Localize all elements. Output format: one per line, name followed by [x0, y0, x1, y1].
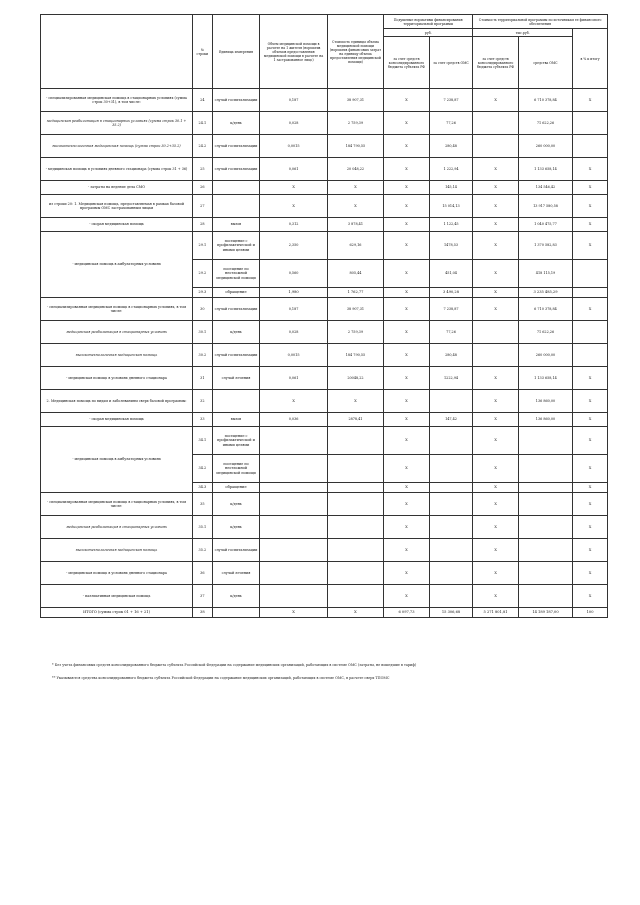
budget-cost-cell: X	[473, 455, 519, 483]
unit-cell: случай госпитализации	[212, 135, 260, 158]
percent-cell	[573, 321, 608, 344]
unit-cost-cell	[327, 562, 383, 585]
percent-cell: X	[573, 195, 608, 218]
oms-per-capita-cell	[429, 493, 472, 516]
header-percent: в % к итогу	[573, 29, 608, 89]
volume-cell: X	[260, 181, 327, 195]
total-oms-per-capita-cell: 15 306,68	[429, 608, 472, 618]
row-number: 30.2	[193, 344, 213, 367]
volume-cell: 0,061	[260, 158, 327, 181]
volume-cell: 0,028	[260, 321, 327, 344]
oms-cost-cell	[518, 516, 572, 539]
volume-cell	[260, 539, 327, 562]
oms-per-capita-cell: 1 122,45	[429, 218, 472, 232]
row-number: 27	[193, 195, 213, 218]
oms-cost-cell: 6 710 378,84	[518, 298, 572, 321]
unit-cost-cell	[327, 493, 383, 516]
oms-cost-cell: 71 622,26	[518, 112, 572, 135]
oms-per-capita-cell: 1222,94	[429, 367, 472, 390]
row-number: 35	[193, 493, 213, 516]
table-row	[41, 112, 608, 135]
row-number: 37	[193, 585, 213, 608]
budget-cost-cell: X	[473, 390, 519, 413]
unit-cost-cell: 3 878,41	[327, 218, 383, 232]
unit-cost-cell: 805,44	[327, 260, 383, 288]
budget-cost-cell	[473, 135, 519, 158]
oms-cost-cell: 136 860,00	[518, 390, 572, 413]
header-row-number: № строки	[193, 15, 213, 89]
header-blank	[41, 15, 193, 89]
percent-cell: X	[573, 516, 608, 539]
unit-cost-cell: 20048,22	[327, 367, 383, 390]
oms-per-capita-cell: 77,26	[429, 321, 472, 344]
unit-cell: вызов	[212, 218, 260, 232]
unit-cost-cell: 184 790,55	[327, 135, 383, 158]
unit-cell	[212, 181, 260, 195]
header-unit-cost: Стоимость единицы объема медицинской помощи (норматив финансовых затрат на единицу объема предоставления медицинской помощи)	[327, 15, 383, 89]
unit-cost-cell: X	[327, 195, 383, 218]
program-cost-table	[40, 14, 608, 618]
unit-cell: к/день	[212, 516, 260, 539]
row-name: из строки 20: 1. Медицинская помощь, предоставляемая в рамках базовой программы ОМС застрахованным лицам	[41, 195, 193, 218]
volume-cell: 0,036	[260, 413, 327, 427]
oms-cost-cell: 1 040 475,77	[518, 218, 572, 232]
row-name: - скорая медицинская помощь	[41, 413, 193, 427]
budget-cost-cell: X	[473, 483, 519, 493]
row-number: 30	[193, 298, 213, 321]
unit-cost-cell: 184 790,55	[327, 344, 383, 367]
table-row	[41, 367, 608, 390]
row-name: - медицинская помощь в условиях дневного стационара (сумма строк 31 + 36)	[41, 158, 193, 181]
unit-cell: к/день	[212, 112, 260, 135]
unit-cell: к/день	[212, 321, 260, 344]
percent-cell: X	[573, 562, 608, 585]
total-budget-cost-cell: 5 271 801,81	[473, 608, 519, 618]
header-program-cost: Стоимость территориальной программы по источникам ее финансового обеспечения	[473, 15, 608, 29]
header-oms-cost: средства ОМС	[518, 37, 572, 89]
unit-cell: к/день	[212, 493, 260, 516]
oms-cost-cell	[518, 427, 572, 455]
row-name: - специализированная медицинская помощь в стационарных условиях, в том числе:	[41, 493, 193, 516]
oms-per-capita-cell	[429, 427, 472, 455]
budget-cost-cell: X	[473, 232, 519, 260]
unit-cost-cell	[327, 539, 383, 562]
budget-per-capita-cell: X	[384, 288, 430, 298]
budget-cost-cell: X	[473, 413, 519, 427]
header-volume: Объем медицинской помощи в расчете на 1 жителя (норматив объемов предоставления медицинской помощи в расчете на 1 застрахованное лицо)	[260, 15, 327, 89]
budget-per-capita-cell: X	[384, 483, 430, 493]
oms-per-capita-cell	[429, 585, 472, 608]
oms-per-capita-cell: 451,04	[429, 260, 472, 288]
budget-per-capita-cell: X	[384, 539, 430, 562]
row-number: 35.1	[193, 516, 213, 539]
unit-cell: обращение	[212, 483, 260, 493]
oms-cost-cell	[518, 585, 572, 608]
row-number: 25	[193, 158, 213, 181]
unit-cell: случай лечения	[212, 367, 260, 390]
volume-cell: X	[260, 195, 327, 218]
budget-per-capita-cell: X	[384, 112, 430, 135]
budget-cost-cell: X	[473, 585, 519, 608]
table-row	[41, 195, 608, 218]
percent-cell: X	[573, 298, 608, 321]
oms-cost-cell	[518, 455, 572, 483]
unit-cell: к/день	[212, 585, 260, 608]
volume-cell: 0,187	[260, 89, 327, 112]
unit-cell: случай госпитализации	[212, 344, 260, 367]
header-budget-per-capita: за счет средств консолидированного бюджета субъекта РФ	[384, 37, 430, 89]
volume-cell: 0,560	[260, 260, 327, 288]
total-budget-per-capita-cell: 6 097,73	[384, 608, 430, 618]
percent-cell	[573, 344, 608, 367]
unit-cost-cell: X	[327, 181, 383, 195]
unit-cell: посещение с профилактической и иными целями	[212, 232, 260, 260]
oms-cost-cell: 136 860,00	[518, 413, 572, 427]
oms-cost-cell: 1 370 582,83	[518, 232, 572, 260]
row-name: - медицинская помощь в условиях дневного стационара	[41, 562, 193, 585]
budget-cost-cell: X	[473, 195, 519, 218]
table-row	[41, 344, 608, 367]
percent-cell: X	[573, 455, 608, 483]
oms-per-capita-cell: 280,48	[429, 344, 472, 367]
row-name: - медицинская помощь в условиях дневного стационара	[41, 367, 193, 390]
row-number: 34.3	[193, 483, 213, 493]
oms-per-capita-cell	[429, 390, 472, 413]
percent-cell: X	[573, 539, 608, 562]
unit-cost-cell: 2 759,39	[327, 321, 383, 344]
oms-cost-cell	[518, 493, 572, 516]
percent-cell: X	[573, 158, 608, 181]
unit-cell: случай госпитализации	[212, 89, 260, 112]
budget-cost-cell: X	[473, 493, 519, 516]
volume-cell: X	[260, 390, 327, 413]
row-number: 24.1	[193, 112, 213, 135]
volume-cell: 0,0015	[260, 344, 327, 367]
volume-cell	[260, 493, 327, 516]
budget-cost-cell	[473, 344, 519, 367]
unit-cell: обращение	[212, 288, 260, 298]
row-number: 34.1	[193, 427, 213, 455]
budget-per-capita-cell: X	[384, 562, 430, 585]
budget-per-capita-cell: X	[384, 298, 430, 321]
table-row	[41, 232, 608, 260]
volume-cell: 0,0015	[260, 135, 327, 158]
oms-cost-cell	[518, 562, 572, 585]
unit-cost-cell	[327, 455, 383, 483]
total-row	[41, 608, 608, 618]
budget-per-capita-cell: X	[384, 158, 430, 181]
percent-cell: X	[573, 89, 608, 112]
oms-per-capita-cell: 15 014,13	[429, 195, 472, 218]
unit-cell: случай лечения	[212, 562, 260, 585]
volume-cell	[260, 585, 327, 608]
percent-cell	[573, 135, 608, 158]
percent-cell	[573, 288, 608, 298]
header-budget-cost: за счет средств консолидированного бюджета субъекта РФ	[473, 37, 519, 89]
oms-per-capita-cell: 147,42	[429, 413, 472, 427]
table-row	[41, 427, 608, 455]
row-number: 34.2	[193, 455, 213, 483]
row-name: медицинская реабилитация в стационарных условиях	[41, 321, 193, 344]
percent-cell: X	[573, 390, 608, 413]
oms-per-capita-cell: 77,26	[429, 112, 472, 135]
unit-cost-cell: 38 907,31	[327, 298, 383, 321]
total-unit-cell	[212, 608, 260, 618]
header-unit-thousands: тыс.руб.	[473, 29, 573, 37]
row-name: высокотехнологичная медицинская помощь	[41, 539, 193, 562]
oms-per-capita-cell: 280,48	[429, 135, 472, 158]
unit-cell: вызов	[212, 413, 260, 427]
unit-cost-cell	[327, 427, 383, 455]
footnote-2: ** Указываются средства консолидированного бюджета субъекта Российской Федерации на содержание медицинских организаций, работающих в системе ОМС, в расчете сверх ТПОМС	[52, 676, 390, 680]
volume-cell: 1,980	[260, 288, 327, 298]
budget-per-capita-cell: X	[384, 181, 430, 195]
volume-cell: 0,028	[260, 112, 327, 135]
table-row	[41, 321, 608, 344]
oms-cost-cell: 6 710 378,84	[518, 89, 572, 112]
budget-per-capita-cell: X	[384, 344, 430, 367]
percent-cell: X	[573, 585, 608, 608]
row-name: - медицинская помощь в амбулаторных условиях	[41, 427, 193, 493]
row-number: 24	[193, 89, 213, 112]
row-name: высокотехнологичная медицинская помощь	[41, 344, 193, 367]
budget-per-capita-cell: X	[384, 367, 430, 390]
row-number: 33	[193, 413, 213, 427]
budget-cost-cell: X	[473, 516, 519, 539]
budget-cost-cell: X	[473, 260, 519, 288]
total-row-number: 38	[193, 608, 213, 618]
table-row	[41, 539, 608, 562]
table-row	[41, 585, 608, 608]
table-row	[41, 135, 608, 158]
oms-per-capita-cell: 7 238,87	[429, 89, 472, 112]
row-number: 29.1	[193, 232, 213, 260]
header-unit: Единица измерения	[212, 15, 260, 89]
table-row	[41, 413, 608, 427]
percent-cell: X	[573, 218, 608, 232]
row-number: 24.2	[193, 135, 213, 158]
table-row	[41, 89, 608, 112]
volume-cell	[260, 483, 327, 493]
budget-cost-cell: X	[473, 181, 519, 195]
unit-cell: случай госпитализации	[212, 158, 260, 181]
volume-cell: 0,187	[260, 298, 327, 321]
row-number: 29.2	[193, 260, 213, 288]
oms-cost-cell: 260 000,00	[518, 344, 572, 367]
unit-cost-cell: 38 907,31	[327, 89, 383, 112]
percent-cell: X	[573, 483, 608, 493]
unit-cell: случай госпитализации	[212, 298, 260, 321]
oms-cost-cell: 13 917 580,58	[518, 195, 572, 218]
oms-per-capita-cell	[429, 455, 472, 483]
table-row	[41, 298, 608, 321]
header-per-capita-norms: Подушевые нормативы финансирования территориальной программы	[384, 15, 473, 29]
budget-cost-cell: X	[473, 89, 519, 112]
budget-per-capita-cell: X	[384, 413, 430, 427]
volume-cell: 2,350	[260, 232, 327, 260]
row-number: 36	[193, 562, 213, 585]
budget-per-capita-cell: X	[384, 195, 430, 218]
unit-cell	[212, 390, 260, 413]
budget-per-capita-cell: X	[384, 135, 430, 158]
budget-per-capita-cell: X	[384, 427, 430, 455]
oms-cost-cell	[518, 483, 572, 493]
total-oms-cost-cell: 14 189 187,00	[518, 608, 572, 618]
percent-cell: X	[573, 367, 608, 390]
percent-cell	[573, 112, 608, 135]
oms-cost-cell: 1 133 658,14	[518, 158, 572, 181]
oms-cost-cell: 1 133 658,14	[518, 367, 572, 390]
row-name: - медицинская помощь в амбулаторных условиях	[41, 232, 193, 298]
oms-per-capita-cell: 7 238,87	[429, 298, 472, 321]
budget-per-capita-cell: X	[384, 516, 430, 539]
header-unit-rub: руб.	[384, 29, 473, 37]
budget-per-capita-cell: X	[384, 218, 430, 232]
budget-per-capita-cell: X	[384, 232, 430, 260]
volume-cell: 0,312	[260, 218, 327, 232]
oms-cost-cell: 134 546,42	[518, 181, 572, 195]
row-name: медицинская реабилитация в стационарных условиях (сумма строк 30.1 + 35.2)	[41, 112, 193, 135]
unit-cost-cell: X	[327, 390, 383, 413]
budget-per-capita-cell: X	[384, 585, 430, 608]
volume-cell	[260, 455, 327, 483]
total-percent-cell: 100	[573, 608, 608, 618]
unit-cell: случай госпитализации	[212, 539, 260, 562]
budget-cost-cell	[473, 321, 519, 344]
budget-cost-cell: X	[473, 298, 519, 321]
percent-cell: X	[573, 181, 608, 195]
footnote-1: * Без учета финансовых средств консолидированного бюджета субъекта Российской Федерации на содержание медицинских организаций, работающих в системе ОМС (затраты, не вошедшие в тариф)	[52, 663, 417, 667]
table-row	[41, 390, 608, 413]
unit-cost-cell	[327, 585, 383, 608]
row-number: 32	[193, 390, 213, 413]
budget-per-capita-cell: X	[384, 455, 430, 483]
oms-per-capita-cell	[429, 539, 472, 562]
budget-cost-cell: X	[473, 367, 519, 390]
row-number: 28	[193, 218, 213, 232]
budget-per-capita-cell: X	[384, 89, 430, 112]
row-name: - паллиативная медицинская помощь	[41, 585, 193, 608]
total-volume-cell: X	[260, 608, 327, 618]
oms-per-capita-cell: 1 222,94	[429, 158, 472, 181]
oms-cost-cell	[518, 539, 572, 562]
unit-cell: посещение по неотложной медицинской помощи	[212, 260, 260, 288]
volume-cell	[260, 516, 327, 539]
row-name: медицинская реабилитация в стационарных условиях	[41, 516, 193, 539]
volume-cell	[260, 427, 327, 455]
oms-cost-cell: 418 115,19	[518, 260, 572, 288]
budget-per-capita-cell: X	[384, 390, 430, 413]
table-row	[41, 181, 608, 195]
volume-cell	[260, 562, 327, 585]
budget-cost-cell: X	[473, 288, 519, 298]
percent-cell	[573, 260, 608, 288]
unit-cost-cell: 2 759,39	[327, 112, 383, 135]
percent-cell: X	[573, 427, 608, 455]
budget-cost-cell: X	[473, 427, 519, 455]
oms-per-capita-cell	[429, 483, 472, 493]
row-name: - специализированная медицинская помощь в стационарных условиях (сумма строк 30+31), в том числе:	[41, 89, 193, 112]
table-row	[41, 516, 608, 539]
budget-cost-cell	[473, 112, 519, 135]
percent-cell: X	[573, 493, 608, 516]
header-oms-per-capita: за счет средств ОМС	[429, 37, 472, 89]
percent-cell: X	[573, 413, 608, 427]
unit-cost-cell: 629,16	[327, 232, 383, 260]
total-label: ИТОГО (сумма строк 01 + 16 + 21)	[41, 608, 193, 618]
unit-cost-cell	[327, 516, 383, 539]
table-row	[41, 493, 608, 516]
oms-cost-cell: 260 000,00	[518, 135, 572, 158]
oms-per-capita-cell: 145,14	[429, 181, 472, 195]
volume-cell: 0,061	[260, 367, 327, 390]
row-name: 2. Медицинская помощь по видам и заболеваниям сверх базовой программы:	[41, 390, 193, 413]
unit-cost-cell: 20 048,22	[327, 158, 383, 181]
unit-cell	[212, 195, 260, 218]
table-row	[41, 562, 608, 585]
oms-per-capita-cell	[429, 516, 472, 539]
table-row	[41, 158, 608, 181]
unit-cell: посещение по неотложной медицинской помощи	[212, 455, 260, 483]
row-name: - специализированная медицинская помощь в стационарных условиях, в том числе:	[41, 298, 193, 321]
budget-cost-cell: X	[473, 562, 519, 585]
unit-cost-cell: 1 762,77	[327, 288, 383, 298]
budget-cost-cell: X	[473, 158, 519, 181]
row-name: высокотехнологичная медицинская помощь (сумма строк 30.2+35.2)	[41, 135, 193, 158]
total-unit-cost-cell: X	[327, 608, 383, 618]
row-number: 29.3	[193, 288, 213, 298]
oms-cost-cell: 3 235 485,29	[518, 288, 572, 298]
budget-cost-cell: X	[473, 218, 519, 232]
row-number: 35.2	[193, 539, 213, 562]
row-number: 30.1	[193, 321, 213, 344]
budget-cost-cell: X	[473, 539, 519, 562]
row-name: - скорая медицинская помощь	[41, 218, 193, 232]
row-number: 26	[193, 181, 213, 195]
oms-per-capita-cell: 1478,53	[429, 232, 472, 260]
oms-per-capita-cell: 3 490,28	[429, 288, 472, 298]
row-number: 31	[193, 367, 213, 390]
row-name: - затраты на ведение дела СМО	[41, 181, 193, 195]
budget-per-capita-cell: X	[384, 493, 430, 516]
percent-cell: X	[573, 232, 608, 260]
unit-cost-cell	[327, 483, 383, 493]
budget-per-capita-cell: X	[384, 321, 430, 344]
oms-per-capita-cell	[429, 562, 472, 585]
oms-cost-cell: 71 622,26	[518, 321, 572, 344]
unit-cell: посещение с профилактической и иными целями	[212, 427, 260, 455]
unit-cost-cell: 2878,41	[327, 413, 383, 427]
budget-per-capita-cell: X	[384, 260, 430, 288]
table-row	[41, 218, 608, 232]
